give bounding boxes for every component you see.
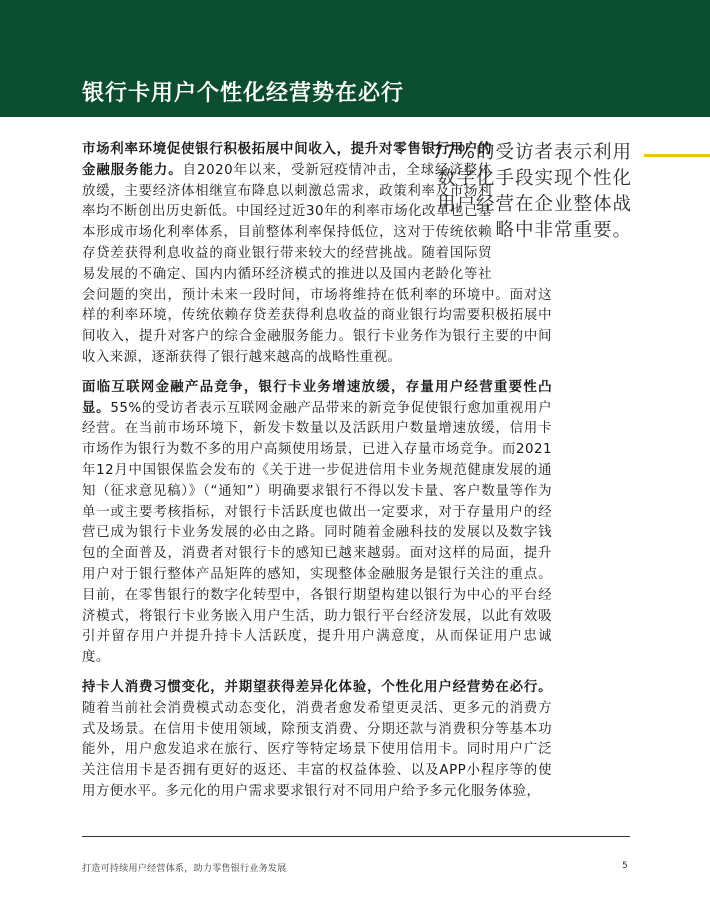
quote-float-space <box>492 140 552 285</box>
paragraph-lead: 持卡人消费习惯变化，并期望获得差异化体验，个性化用户经营势在必行。 <box>82 679 552 695</box>
paragraph-consumer-habits <box>82 678 552 803</box>
paragraph-interest-rate <box>82 140 552 369</box>
paragraph-internet-competition <box>82 378 552 669</box>
paragraph-body: 55%的受访者表示互联网金融产品带来的新竞争促使银行愈加重视用户经营。在当前市场环境下，新发卡数量以及活跃用户数量增速放缓，信用卡市场作为银行为数不多的用户高频使用场景，已进入存量市场竞争。而2021年12月中国银保监会发布的《关于进一步促进信用卡业务规范健康发展的通知（征求意见稿）》（“通知”）明确要求银行不得以发卡量、客户数量等作为单一或主要考核指标，对银行卡活跃度也做出一定要求，对于存量用户的经营已成为银行卡业务发展的必由之路。同时随着金融科技的发展以及数字钱包的全面普及，消费者对银行卡的感知已越来越弱。面对这样的局面，提升用户对于银行整体产品矩阵的感知，实现整体金融服务是银行关注的重点。目前，在零售银行的数字化转型中，各银行期望构建以银行为中心的平台经济模式，将银行卡业务嵌入用户生活，助力银行平台经济发展，以此有效吸引并留存用户并提升持卡人活跃度，提升用户满意度，从而保证用户忠诚度。 <box>82 400 553 666</box>
page-title: 银行卡用户个性化经营势在必行 <box>82 81 405 106</box>
page-number: 5 <box>622 861 628 871</box>
paragraph-body: 随着当前社会消费模式动态变化，消费者愈发希望更灵活、更多元的消费方式及场景。在信用卡使用领域，除预支消费、分期还款与消费积分等基本功能外，用户愈发追求在旅行、医疗等特定场景下使用信用卡。同时用户广泛关注信用卡是否拥有更好的返还、丰富的权益体验、以及APP小程序等的使用方便水平。多元化的用户需求要求银行对不同用户给予多元化服务体验， <box>82 700 552 799</box>
article-body <box>82 140 552 812</box>
footer-divider <box>82 836 630 837</box>
header-banner <box>0 0 710 117</box>
paragraph-body: 自2020年以来，受新冠疫情冲击，全球经济整体放缓，主要经济体相继宣布降息以刺激总需求，政策利率及市场利率均不断创出历史新低。中国经过近30年的利率市场化改革也已基本形成市场化利率体系，目前整体利率保持低位，这对于传统依赖存贷差获得利息收益的商业银行带来较大的经营挑战。随着国际贸易发展的不确定、国内内循环经济模式的推进以及国内老龄化等社会问题的突出，预计未来一段时间，市场将维持在低利率的环境中。面对这样的利率环境，传统依赖存贷差获得利息收益的商业银行均需要积极拓展中间收入，提升对客户的综合金融服务能力。银行卡业务作为银行主要的中间收入来源，逐渐获得了银行越来越高的战略性重视。 <box>82 162 552 365</box>
paragraph-lead: 面临互联网金融产品竞争，银行卡业务增速放缓，存量用户经营重要性凸显。 <box>82 379 552 416</box>
pull-quote: 77%的受访者表示利用数字化手段实现个性化用户经营在企业整体战略中非常重要。 <box>431 142 632 241</box>
paragraph-lead: 市场利率环境促使银行积极拓展中间收入，提升对零售银行用户的金融服务能力。 <box>82 142 492 178</box>
pull-quote-accent-bar <box>644 154 710 157</box>
footer-title: 打造可持续用户经营体系，助力零售银行业务发展 <box>82 864 287 874</box>
